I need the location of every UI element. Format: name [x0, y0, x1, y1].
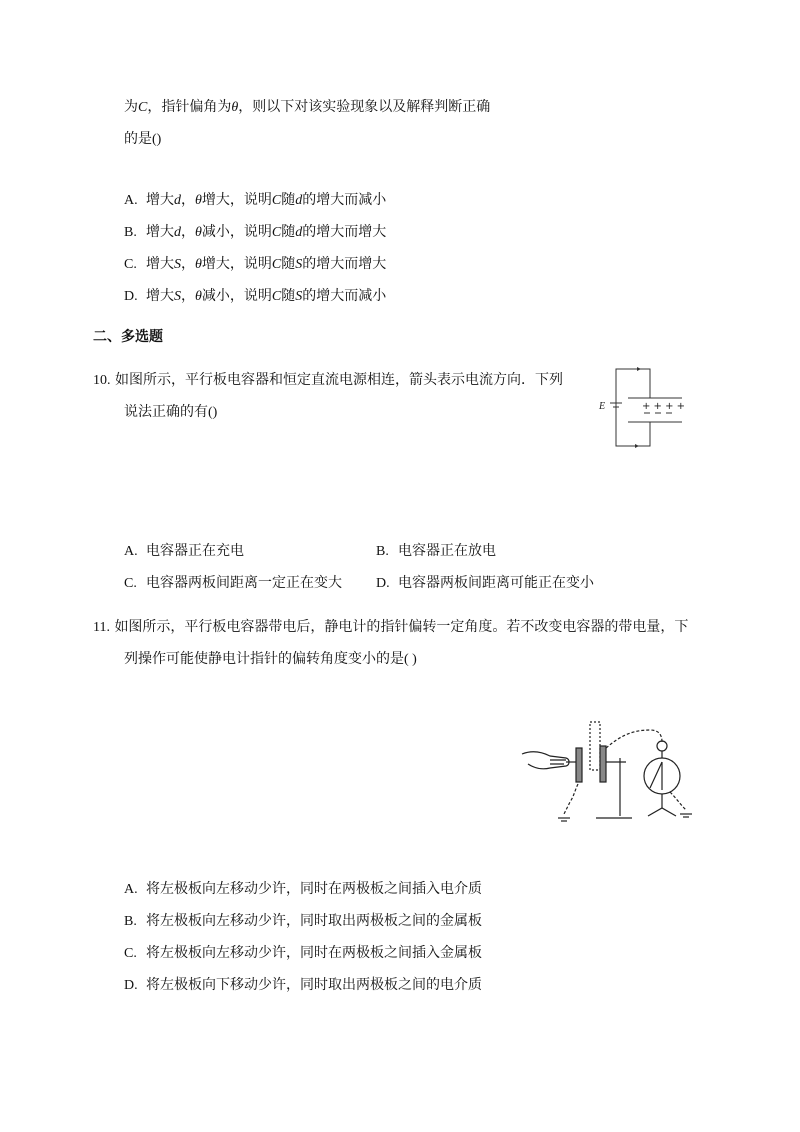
var: d [295, 193, 303, 208]
q9-text: 为 [124, 99, 138, 115]
var-c: C [271, 193, 282, 208]
var: d [174, 193, 181, 208]
option-text: 电容器正在充电 [146, 543, 244, 559]
right-plate [600, 746, 606, 782]
option-text: 随 [281, 192, 296, 208]
option-text: 的增大而增大 [302, 256, 387, 272]
q10-option [376, 541, 496, 562]
option-text: ， [181, 256, 195, 272]
ground-chain-left [564, 784, 578, 814]
option-text: 将左极板向左移动少许，同时在两极板之间插入电介质 [146, 881, 482, 897]
option-text: 减小，说明 [201, 288, 272, 304]
option-text: 增大，说明 [201, 192, 272, 208]
q9-option [124, 254, 386, 275]
option-text: 随 [281, 288, 296, 304]
q11-stem-line1 [93, 617, 688, 638]
var-c: C [271, 289, 282, 304]
var-theta: θ [195, 193, 202, 208]
var: d [295, 225, 303, 240]
left-plate [576, 748, 582, 782]
q11-option [124, 879, 482, 900]
option-text: 的增大而减小 [302, 288, 387, 304]
option-text: 的增大而减小 [302, 192, 387, 208]
electrometer-base [648, 808, 676, 816]
var-c: C [271, 225, 282, 240]
q11-text: 列操作可能使静电计指针的偏转角度变小的是 [124, 651, 404, 667]
q10-stem-line1 [93, 370, 563, 391]
var-c: C [271, 257, 282, 272]
option-text: ， [181, 192, 195, 208]
option-label: B. [124, 225, 137, 240]
q9-option [124, 222, 386, 243]
q10-option [124, 541, 244, 562]
connecting-chain [606, 730, 662, 748]
option-label: A. [124, 193, 138, 208]
q9-stem-line1 [124, 97, 490, 118]
option-text: 将左极板向左移动少许，同时取出两极板之间的金属板 [146, 913, 482, 929]
current-arrow-top [637, 367, 641, 371]
var-theta: θ [195, 257, 202, 272]
section-title: 二、多选题 [93, 329, 163, 345]
plus-signs: + + + + [642, 401, 686, 412]
var: d [174, 225, 181, 240]
option-text: 随 [281, 256, 296, 272]
battery-label: E [599, 401, 606, 412]
q11-apparatus-figure [520, 718, 700, 828]
option-label: D. [376, 576, 390, 591]
var-theta: θ [231, 100, 239, 115]
q11-option [124, 911, 482, 932]
option-text: 增大 [146, 256, 174, 272]
option-label: C. [124, 257, 137, 272]
var: S [295, 257, 303, 272]
ground-chain-right [670, 792, 686, 810]
option-text: 增大 [146, 224, 174, 240]
option-label: A. [124, 544, 138, 559]
q10-option [376, 573, 594, 594]
option-text: 将左极板向左移动少许，同时在两极板之间插入金属板 [146, 945, 482, 961]
option-text: 减小，说明 [201, 224, 272, 240]
q10-stem-line2 [124, 402, 217, 423]
option-text: 电容器两板间距离可能正在变小 [398, 575, 594, 591]
q11-stem-line2 [124, 649, 417, 670]
current-arrow-bottom [635, 444, 639, 448]
var: S [174, 257, 181, 272]
option-label: D. [124, 289, 138, 304]
option-text: ， [181, 288, 195, 304]
q9-text: 的是 [124, 131, 152, 147]
option-label: B. [124, 914, 137, 929]
var-theta: θ [195, 225, 202, 240]
option-label: A. [124, 882, 138, 897]
var: S [174, 289, 181, 304]
var-c: C [138, 100, 148, 115]
answer-paren: () [208, 405, 218, 420]
q9-option [124, 190, 386, 211]
option-text: 增大，说明 [201, 256, 272, 272]
answer-paren: () [152, 132, 162, 147]
q11-text: 如图所示，平行板电容器带电后，静电计的指针偏转一定角度。若不改变电容器的带电量，下 [114, 619, 689, 635]
q10-circuit-figure [590, 362, 700, 452]
option-text: 增大 [146, 288, 174, 304]
q11-option [124, 943, 482, 964]
q11-option [124, 975, 482, 996]
option-text: 随 [281, 224, 296, 240]
question-number: 11. [93, 620, 110, 635]
option-text: 将左极板向下移动少许，同时取出两极板之间的电介质 [146, 977, 482, 993]
q9-text: ，指针偏角为 [147, 99, 232, 115]
question-number: 10. [93, 373, 111, 388]
electrometer-knob [657, 741, 667, 751]
electrometer-needle [650, 762, 662, 788]
q9-stem-line2 [124, 129, 161, 150]
dashed-plate [590, 722, 600, 770]
var: S [295, 289, 303, 304]
var-theta: θ [195, 289, 202, 304]
option-label: C. [124, 946, 137, 961]
q10-option [124, 573, 342, 594]
option-label: D. [124, 978, 138, 993]
answer-paren: ( ) [404, 652, 417, 667]
option-text: 电容器两板间距离一定正在变大 [146, 575, 342, 591]
q10-text: 如图所示，平行板电容器和恒定直流电源相连，箭头表示电流方向．下列 [114, 372, 563, 388]
option-text: ， [181, 224, 195, 240]
option-text: 增大 [146, 192, 174, 208]
option-text: 的增大而增大 [302, 224, 387, 240]
option-label: C. [124, 576, 137, 591]
q9-text: ，则以下对该实验现象以及解释判断正确 [238, 99, 491, 115]
q10-text: 说法正确的有 [124, 404, 208, 420]
option-label: B. [376, 544, 389, 559]
option-text: 电容器正在放电 [398, 543, 496, 559]
q9-option [124, 286, 386, 307]
